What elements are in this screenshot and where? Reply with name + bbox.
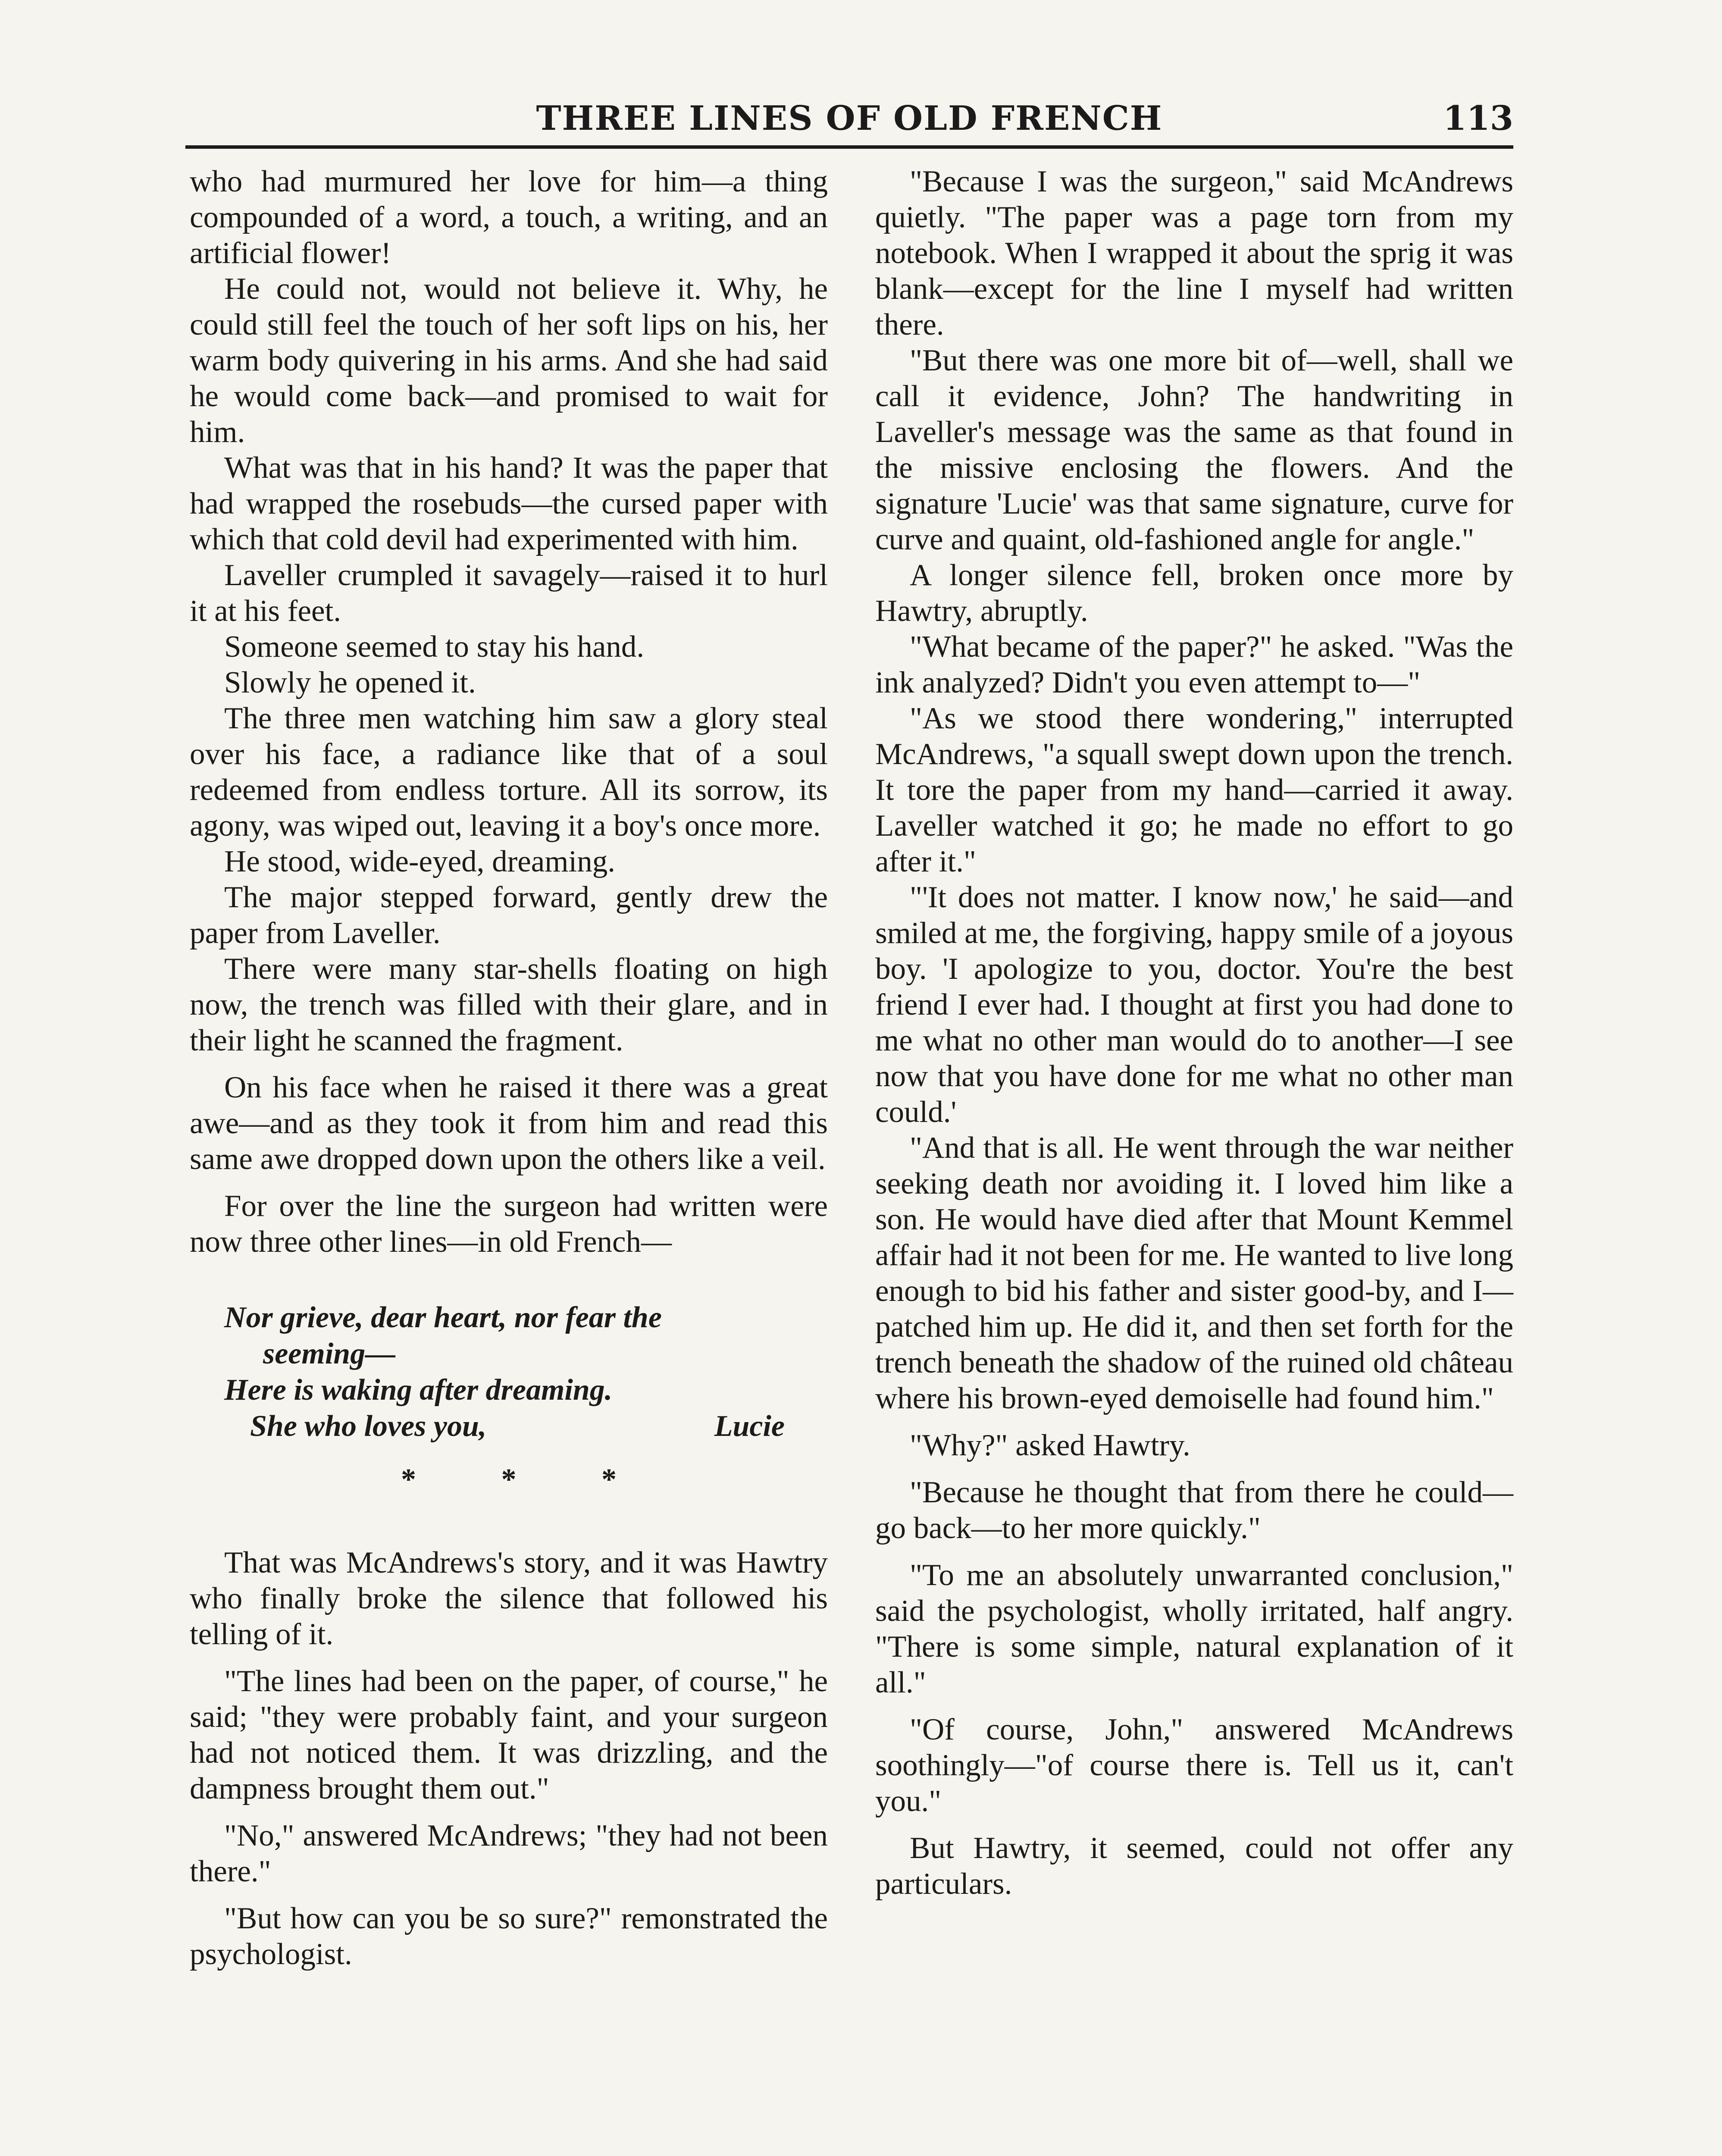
paragraph: The three men watching him saw a glory steal over his face, a radiance like that of a soul redeemed from endless torture. All its sorrow, its agony, was wiped out, leaving it a boy's once more. bbox=[190, 702, 828, 843]
paragraph: "As we stood there wondering," interrupted McAndrews, "a squall swept down upon the trench. It tore the paper from my hand—carried it away. Laveller watched it go; he made no effort to go after it." bbox=[875, 702, 1513, 878]
paragraph: "Of course, John," answered McAndrews soothingly—"of course there is. Tell us it, can't you." bbox=[875, 1713, 1513, 1818]
paragraph: A longer silence fell, broken once more by Hawtry, abruptly. bbox=[875, 558, 1513, 628]
paragraph: "What became of the paper?" he asked. "Was the ink analyzed? Didn't you even attempt to—" bbox=[875, 630, 1513, 699]
verse-signature-line bbox=[224, 1408, 785, 1445]
paragraph: For over the line the surgeon had written were now three other lines—in old French— bbox=[190, 1189, 828, 1259]
paragraph: "No," answered McAndrews; "they had not been there." bbox=[190, 1819, 828, 1888]
paragraph: The major stepped forward, gently drew the paper from Laveller. bbox=[190, 881, 828, 950]
running-header bbox=[185, 93, 1513, 149]
paragraph: "To me an absolutely unwarranted conclusion," said the psychologist, wholly irritated, half angry. "There is some simple, natural explanation of it all." bbox=[875, 1558, 1513, 1699]
paragraph: "The lines had been on the paper, of course," he said; "they were probably faint, and your surgeon had not noticed them. It was drizzling, and the dampness brought them out." bbox=[190, 1664, 828, 1805]
paragraph: What was that in his hand? It was the paper that had wrapped the rosebuds—the cursed paper with which that cold devil had experimented with him. bbox=[190, 451, 828, 556]
page-number: 113 bbox=[1443, 99, 1513, 138]
paragraph: On his face when he raised it there was a great awe—and as they took it from him and read this same awe dropped down upon the others like a veil. bbox=[190, 1071, 828, 1176]
paragraph: Someone seemed to stay his hand. bbox=[224, 630, 645, 664]
verse-line: She who loves you, bbox=[250, 1410, 487, 1443]
paragraph: "Why?" asked Hawtry. bbox=[910, 1429, 1190, 1462]
paragraph: Laveller crumpled it savagely—raised it to hurl it at his feet. bbox=[190, 558, 828, 628]
right-column bbox=[875, 164, 1513, 1902]
verse-line: seeming— bbox=[263, 1337, 396, 1370]
section-separator: * * * bbox=[401, 1463, 655, 1496]
paragraph: But Hawtry, it seemed, could not offer any particulars. bbox=[875, 1831, 1513, 1901]
paragraph: There were many star-shells floating on high now, the trench was filled with their glare, and in their light he scanned the fragment. bbox=[190, 952, 828, 1057]
paragraph: "But how can you be so sure?" remonstrated the psychologist. bbox=[190, 1902, 828, 1971]
paragraph: "Because he thought that from there he could—go back—to her more quickly." bbox=[875, 1476, 1513, 1545]
left-column bbox=[190, 164, 828, 1972]
verse-signature: Lucie bbox=[714, 1410, 785, 1443]
paragraph: That was McAndrews's story, and it was Hawtry who finally broke the silence that followed his telling of it. bbox=[190, 1546, 828, 1651]
paragraph: "And that is all. He went through the war neither seeking death nor avoiding it. I loved him like a son. He would have died after that Mount Kemmel affair had it not been for me. He wanted to live long enough to bid his father and sister good-by, and I—patched him up. He did it, and then set forth for the trench beneath the shadow of the ruined old château where his brown-eyed demoiselle had found him." bbox=[875, 1131, 1513, 1415]
paragraph: He stood, wide-eyed, dreaming. bbox=[224, 845, 615, 878]
paragraph: "But there was one more bit of—well, shall we call it evidence, John? The handwriting in Laveller's message was the same as that found in the missive enclosing the flowers. And the signature 'Lucie' was that same signature, curve for curve and quaint, old-fashioned angle for angle." bbox=[875, 344, 1513, 556]
header-rule bbox=[185, 145, 1513, 149]
paragraph: "Because I was the surgeon," said McAndrews quietly. "The paper was a page torn from my notebook. When I wrapped it about the sprig it was blank—except for the line I myself had written there. bbox=[875, 165, 1513, 342]
verse-line: Nor grieve, dear heart, nor fear the bbox=[224, 1301, 662, 1334]
verse-line: Here is waking after dreaming. bbox=[224, 1373, 613, 1407]
verse-block bbox=[224, 1300, 828, 1445]
paragraph: He could not, would not believe it. Why, he could still feel the touch of her soft lips on his, her warm body quivering in his arms. And she had said he would come back—and promised to wait for him. bbox=[190, 272, 828, 449]
paragraph: "'It does not matter. I know now,' he said—and smiled at me, the forgiving, happy smile of a joyous boy. 'I apologize to you, doctor. You're the best friend I ever had. I thought at first you had done to me what no other man would do to another—I see now that you have done for me what no other man could.' bbox=[875, 881, 1513, 1129]
paragraph: who had murmured her love for him—a thing compounded of a word, a touch, a writing, and an artificial flower! bbox=[190, 165, 828, 270]
paragraph: Slowly he opened it. bbox=[224, 666, 476, 699]
page-title: THREE LINES OF OLD FRENCH bbox=[536, 99, 1163, 138]
